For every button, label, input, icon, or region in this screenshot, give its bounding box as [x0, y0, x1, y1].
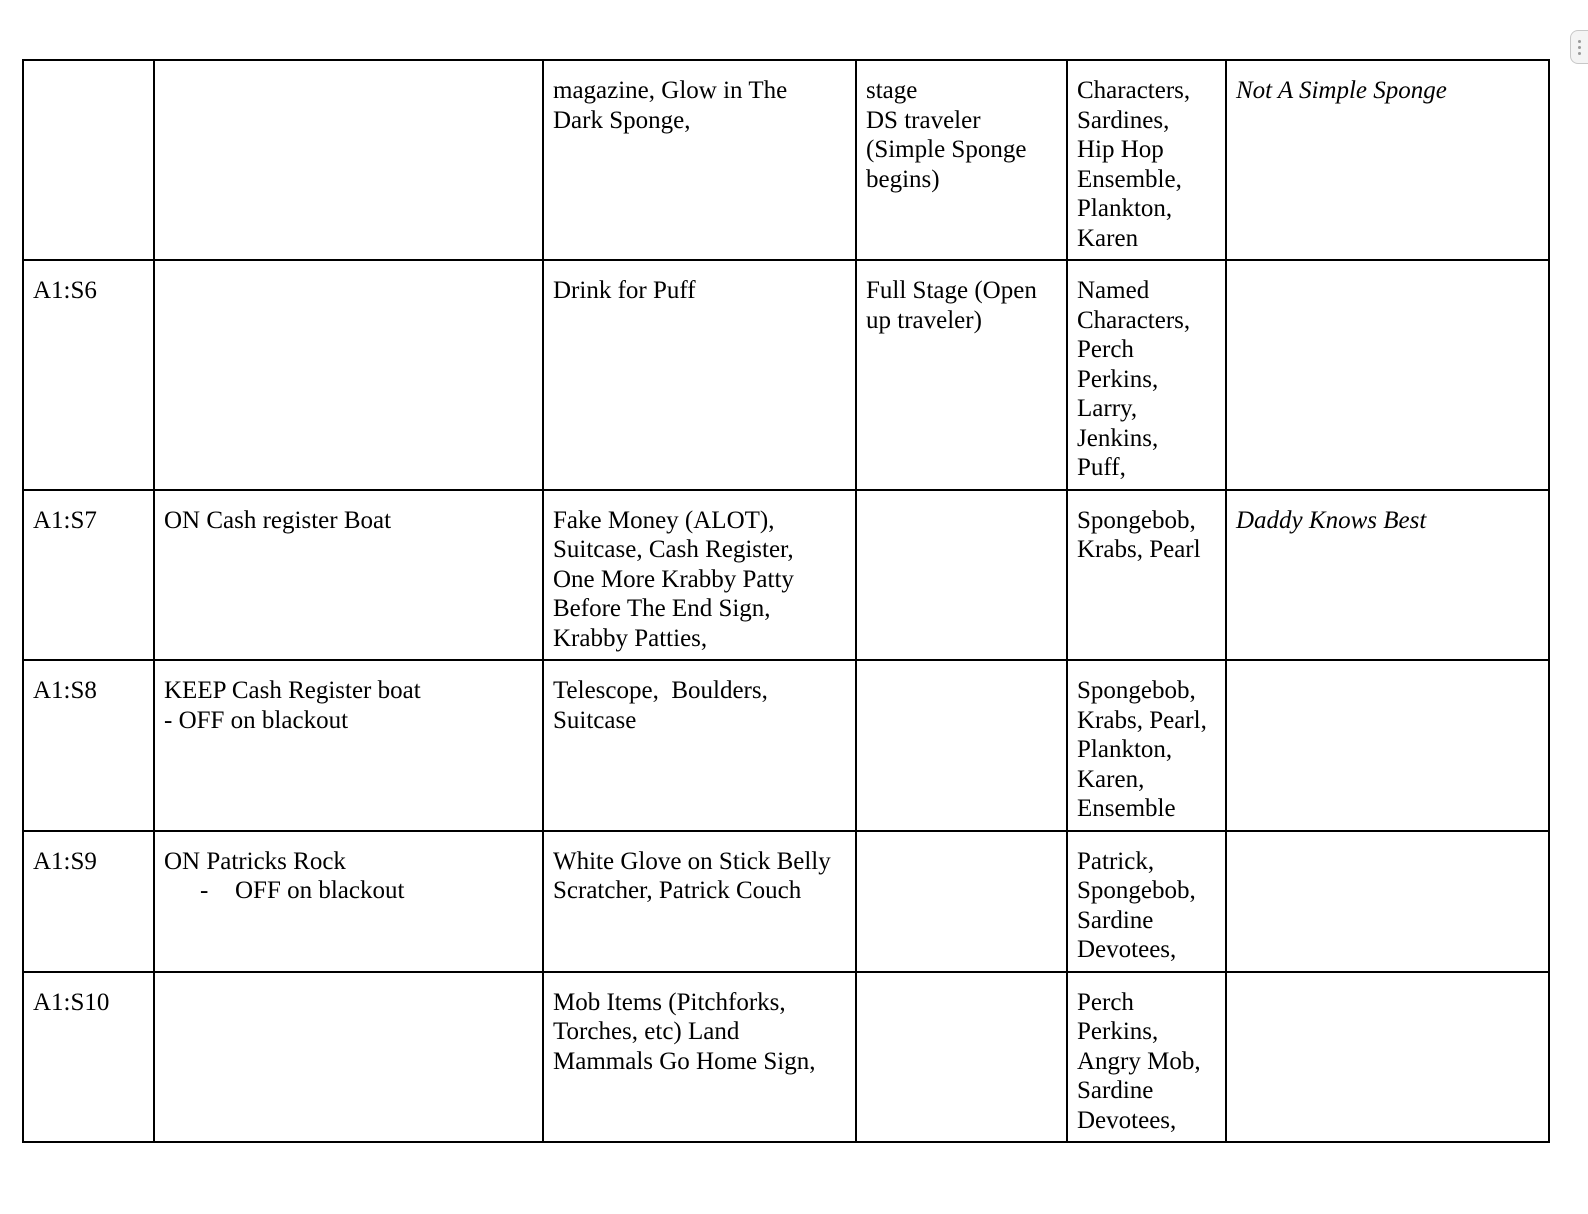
table-row [23, 60, 1549, 260]
props-line: Mob Items (Pitchforks, [553, 988, 786, 1016]
drag-handle-dot [1578, 46, 1581, 49]
characters-line: Sardine [1077, 1077, 1154, 1104]
characters-cell[interactable] [1067, 60, 1226, 260]
set-cell[interactable] [154, 972, 543, 1143]
set-sub-text: OFF on blackout [235, 877, 405, 904]
characters-line: Larry, [1077, 395, 1138, 422]
props-cell[interactable] [543, 490, 856, 661]
location-cell[interactable] [856, 490, 1067, 661]
props-line: One More Krabby Patty [553, 565, 794, 593]
props-line: Telescope, Boulders, [553, 677, 768, 704]
characters-line: Krabs, Pearl, [1077, 706, 1207, 734]
set-line: ON Patricks Rock [164, 847, 346, 875]
characters-line: Devotees, [1077, 936, 1177, 963]
location-cell[interactable] [856, 831, 1067, 972]
list-dash: - [200, 877, 209, 904]
characters-line: Sardines, [1077, 106, 1170, 134]
props-cell[interactable] [543, 831, 856, 972]
characters-line: Plankton, [1077, 736, 1173, 763]
scene-cell[interactable] [23, 260, 154, 490]
location-line: (Simple Sponge [866, 136, 1027, 163]
location-cell[interactable] [856, 660, 1067, 831]
characters-line: Puff, [1077, 454, 1126, 481]
scene-label: A1:S9 [33, 847, 97, 875]
song-cell[interactable] [1226, 490, 1549, 661]
song-cell[interactable] [1226, 831, 1549, 972]
characters-cell[interactable] [1067, 831, 1226, 972]
characters-line: Krabs, Pearl [1077, 536, 1201, 563]
scene-breakdown-table [22, 59, 1550, 1143]
characters-line: Hip Hop [1077, 136, 1164, 163]
props-line: Scratcher, Patrick Couch [553, 877, 802, 904]
characters-line: Spongebob, [1077, 506, 1196, 534]
characters-line: Named [1077, 277, 1150, 304]
characters-line: Devotees, [1077, 1106, 1177, 1134]
drag-handle-dot [1578, 52, 1581, 55]
drag-handle[interactable] [1570, 30, 1588, 64]
location-cell[interactable] [856, 260, 1067, 490]
characters-cell[interactable] [1067, 972, 1226, 1143]
props-line: Mammals Go Home Sign, [553, 1047, 816, 1075]
song-cell[interactable] [1226, 972, 1549, 1143]
characters-line: Perch [1077, 988, 1134, 1016]
location-cell[interactable] [856, 972, 1067, 1143]
table-row [23, 660, 1549, 831]
song-title: Not A Simple Sponge [1236, 77, 1447, 104]
characters-cell[interactable] [1067, 260, 1226, 490]
scene-cell[interactable] [23, 972, 154, 1143]
characters-line: Sardine [1077, 906, 1154, 934]
set-line: ON Cash register Boat [164, 506, 392, 534]
song-title: Daddy Knows Best [1236, 506, 1427, 534]
location-cell[interactable] [856, 60, 1067, 260]
location-line: begins) [866, 165, 940, 193]
scene-label: A1:S8 [33, 677, 97, 704]
scene-cell[interactable] [23, 660, 154, 831]
characters-line: Characters, [1077, 306, 1191, 334]
song-cell[interactable] [1226, 260, 1549, 490]
characters-line: Patrick, [1077, 847, 1155, 875]
props-line: Krabby Patties, [553, 624, 708, 652]
characters-cell[interactable] [1067, 490, 1226, 661]
props-line: Before The End Sign, [553, 595, 771, 622]
props-cell[interactable] [543, 60, 856, 260]
drag-handle-dot [1578, 40, 1581, 43]
characters-line: Spongebob, [1077, 677, 1196, 704]
set-cell[interactable] [154, 831, 543, 972]
characters-line: Ensemble [1077, 795, 1176, 822]
location-line: up traveler) [866, 306, 982, 334]
location-line: stage [866, 77, 918, 104]
props-line: Drink for Puff [553, 277, 696, 304]
set-line: KEEP Cash Register boat [164, 677, 421, 704]
characters-line: Perkins, [1077, 1018, 1159, 1045]
props-line: Torches, etc) Land [553, 1018, 740, 1045]
props-line: magazine, Glow in The [553, 77, 788, 104]
location-line: Full Stage (Open [866, 277, 1037, 304]
set-cell[interactable] [154, 660, 543, 831]
characters-line: Plankton, [1077, 195, 1173, 222]
song-cell[interactable] [1226, 60, 1549, 260]
song-cell[interactable] [1226, 660, 1549, 831]
characters-cell[interactable] [1067, 660, 1226, 831]
characters-line: Perkins, [1077, 365, 1159, 393]
scene-label: A1:S10 [33, 988, 110, 1016]
characters-line: Karen, [1077, 765, 1145, 793]
characters-line: Jenkins, [1077, 424, 1159, 452]
table-row [23, 972, 1549, 1143]
props-cell[interactable] [543, 260, 856, 490]
characters-line: Karen [1077, 224, 1139, 252]
table-row [23, 260, 1549, 490]
props-cell[interactable] [543, 972, 856, 1143]
props-line: White Glove on Stick Belly [553, 847, 831, 875]
set-sub-line [164, 876, 533, 906]
set-cell[interactable] [154, 60, 543, 260]
props-cell[interactable] [543, 660, 856, 831]
set-line: - OFF on blackout [164, 706, 349, 734]
characters-line: Characters, [1077, 77, 1191, 104]
props-line: Suitcase [553, 706, 637, 734]
characters-line: Perch [1077, 336, 1134, 363]
set-cell[interactable] [154, 260, 543, 490]
set-cell[interactable] [154, 490, 543, 661]
scene-label: A1:S6 [33, 277, 97, 304]
scene-label: A1:S7 [33, 506, 97, 534]
props-line: Fake Money (ALOT), [553, 506, 775, 534]
characters-line: Angry Mob, [1077, 1047, 1201, 1075]
table-row [23, 831, 1549, 972]
scene-cell[interactable] [23, 60, 154, 260]
characters-line: Spongebob, [1077, 877, 1196, 904]
characters-line: Ensemble, [1077, 165, 1182, 193]
props-line: Suitcase, Cash Register, [553, 536, 794, 563]
location-line: DS traveler [866, 106, 981, 134]
props-line: Dark Sponge, [553, 106, 691, 134]
scene-cell[interactable] [23, 490, 154, 661]
scene-cell[interactable] [23, 831, 154, 972]
table-row [23, 490, 1549, 661]
